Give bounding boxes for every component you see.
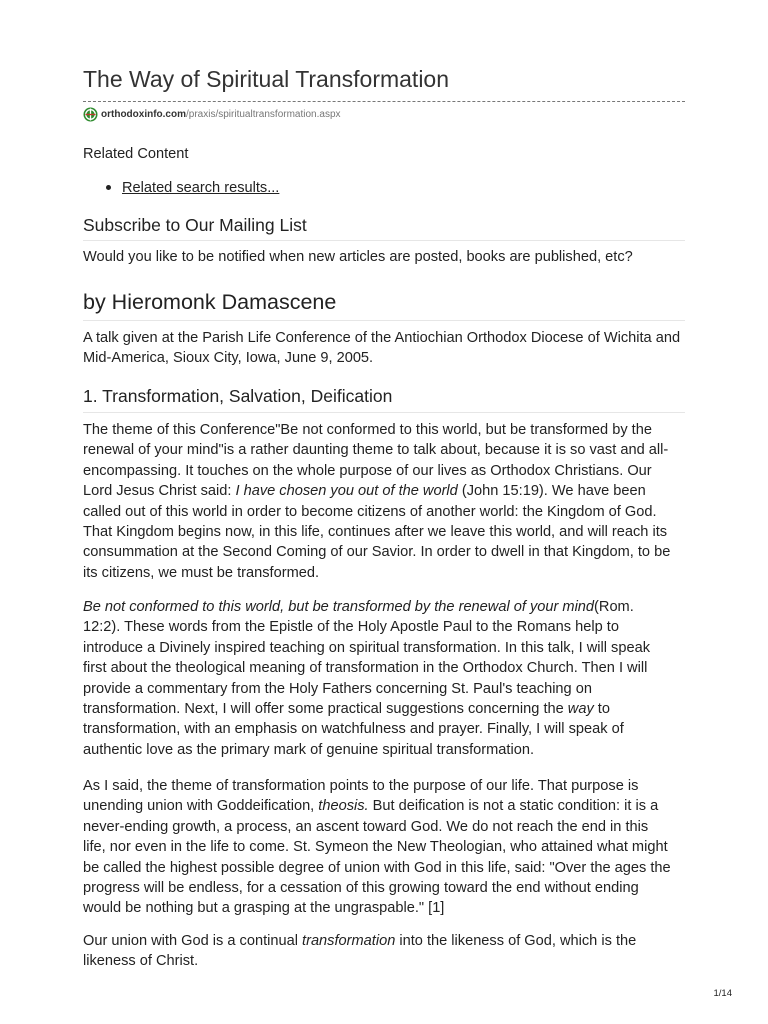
scripture-quote: I have chosen you out of the world xyxy=(235,483,458,500)
text-line: encompassing. It touches on the whole purpose of our lives as Orthodox Christians. Our xyxy=(83,462,652,479)
scripture-quote: Be not conformed to this world, but be transformed by the renewal of your mind xyxy=(83,599,595,615)
text-line xyxy=(83,597,685,617)
text-line: As I said, the theme of transformation points to the purpose of our life. That purpose is xyxy=(83,778,639,794)
source-domain[interactable]: orthodoxinfo.com xyxy=(101,109,186,120)
related-list xyxy=(83,178,279,198)
text-line xyxy=(83,931,685,951)
text-line: likeness of Christ. xyxy=(83,953,199,970)
title-divider xyxy=(83,101,685,102)
related-content-heading: Related Content xyxy=(83,146,189,162)
emphasis: transformation xyxy=(302,933,396,949)
text-run: unending union with Goddeification, xyxy=(83,798,319,815)
section-heading: 1. Transformation, Salvation, Deification xyxy=(83,385,685,413)
source-path[interactable]: /praxis/spiritualtransformation.aspx xyxy=(186,109,341,120)
text-line: renewal of your mind"is a rather daunting theme to talk about, because it is so vast and all- xyxy=(83,442,669,459)
paragraph-2 xyxy=(83,597,685,760)
page-number: 1/14 xyxy=(713,988,732,999)
paragraph-4 xyxy=(83,931,685,972)
text-line: provide a commentary from the Holy Fathers concerning St. Paul's teaching on xyxy=(83,680,592,697)
intro-text: A talk given at the Parish Life Conference of the Antiochian Orthodox Diocese of Wichita and Mid-America, Sioux City, Iowa, June 9, 2005. xyxy=(83,330,681,367)
author-heading: by Hieromonk Damascene xyxy=(83,288,685,321)
globe-icon xyxy=(83,107,98,122)
intro-paragraph xyxy=(83,328,685,369)
page-title: The Way of Spiritual Transformation xyxy=(83,66,450,92)
text-run: Our union with God is a continual xyxy=(83,933,303,949)
text-line: progress will be endless, for a cessation of this growing toward the end without ending xyxy=(83,880,639,897)
text-line xyxy=(83,796,685,816)
text-run: (John 15:19). We have been xyxy=(457,483,646,500)
text-line: introduce a Divinely inspired teaching on spiritual transformation. In this talk, I will speak xyxy=(83,639,650,656)
emphasis: way xyxy=(567,701,594,718)
list-item xyxy=(83,178,279,198)
text-line: called out of this world in order to become citizens of another world: the Kingdom of God. xyxy=(83,503,657,520)
text-line: 12:2). These words from the Epistle of the Holy Apostle Paul to the Romans help to xyxy=(83,619,619,636)
text-line xyxy=(83,699,685,719)
text-run: (Rom. xyxy=(594,599,634,615)
text-line: be called the highest possible degree of union with God in this life, said: "Over the ages the xyxy=(83,859,671,876)
source-line xyxy=(83,107,341,122)
text-line: That Kingdom begins now, in this life, continues after we leave this world, and will reach its xyxy=(83,524,668,541)
text-run: to xyxy=(593,701,610,718)
text-line: life, nor even in the life to come. St. Symeon the New Theologian, who attained what might xyxy=(83,839,668,856)
text-run: But deification is not a static condition: it is a xyxy=(368,798,659,815)
subscribe-heading: Subscribe to Our Mailing List xyxy=(83,214,685,241)
text-line: first about the theological meaning of transformation in the Orthodox Church. Then I will xyxy=(83,660,648,677)
text-line: would be nothing but a grasping at the ungraspable." [1] xyxy=(83,900,445,917)
text-line: The theme of this Conference"Be not conformed to this world, but be transformed by the xyxy=(83,422,652,438)
text-line: authentic love as the primary mark of genuine spiritual transformation. xyxy=(83,741,535,758)
paragraph-1 xyxy=(83,420,685,583)
text-run: transformation. Next, I will offer some practical suggestions concerning the xyxy=(83,701,568,718)
text-line: its citizens, we must be transformed. xyxy=(83,564,320,581)
text-line: never-ending growth, a process, an ascent toward God. We do not reach the end in this xyxy=(83,818,649,835)
paragraph-3 xyxy=(83,776,685,919)
related-search-link[interactable]: Related search results... xyxy=(122,180,280,196)
text-line: consummation at the Second Coming of our Savior. In order to dwell in that Kingdom, to be xyxy=(83,544,671,561)
text-line: transformation, with an emphasis on watchfulness and prayer. Finally, I will speak of xyxy=(83,721,624,738)
text-run: Lord Jesus Christ said: xyxy=(83,483,236,500)
emphasis: theosis. xyxy=(318,798,369,815)
text-line xyxy=(83,481,685,501)
subscribe-text: Would you like to be notified when new articles are posted, books are published, etc? xyxy=(83,249,633,265)
text-run: into the likeness of God, which is the xyxy=(395,933,637,949)
